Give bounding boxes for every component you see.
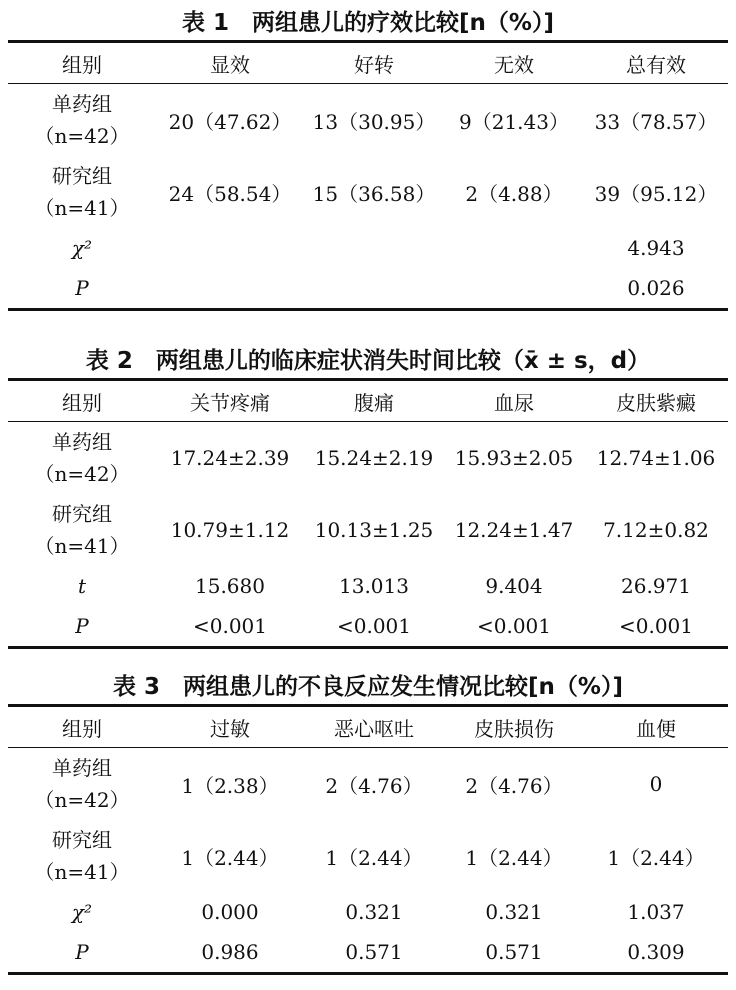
table-cell bbox=[156, 268, 304, 310]
table-row bbox=[8, 84, 728, 157]
table-cell: 0.309 bbox=[627, 940, 685, 964]
column-header: 总有效 bbox=[626, 52, 686, 77]
group-size: （n=41） bbox=[34, 860, 130, 884]
table-cell: 15.93±2.05 bbox=[454, 446, 574, 470]
group-cell bbox=[8, 84, 156, 157]
group-size: （n=42） bbox=[34, 462, 130, 486]
group-size: （n=42） bbox=[34, 124, 130, 148]
table-1 bbox=[8, 6, 728, 311]
table-cell: 0.986 bbox=[201, 940, 259, 964]
table-cell: 1（2.44） bbox=[607, 845, 705, 870]
table-3-grid bbox=[8, 704, 728, 975]
table-cell: 1（2.44） bbox=[325, 845, 423, 870]
table-cell: 0.000 bbox=[201, 900, 259, 924]
table-cell: 10.79±1.12 bbox=[170, 518, 290, 542]
table-cell bbox=[304, 228, 444, 268]
table-header-row bbox=[8, 42, 728, 84]
column-header: 无效 bbox=[494, 52, 534, 77]
table-row bbox=[8, 422, 728, 495]
column-header: 血尿 bbox=[494, 390, 534, 415]
table-cell: 0.321 bbox=[485, 900, 543, 924]
table-1-grid bbox=[8, 40, 728, 311]
column-header: 关节疼痛 bbox=[190, 390, 270, 415]
group-size: （n=41） bbox=[34, 534, 130, 558]
table-cell: 9（21.43） bbox=[459, 109, 569, 134]
table-row bbox=[8, 748, 728, 821]
table-cell: 1（2.44） bbox=[181, 845, 279, 870]
table-cell: 15.24±2.19 bbox=[314, 446, 434, 470]
stat-label: χ² bbox=[71, 900, 93, 924]
table-cell: 2（4.76） bbox=[465, 773, 563, 798]
group-name: 单药组 bbox=[52, 756, 112, 780]
table-cell: 24（58.54） bbox=[168, 181, 292, 206]
table-cell: 1（2.44） bbox=[465, 845, 563, 870]
table-cell: 9.404 bbox=[485, 574, 543, 598]
table-row bbox=[8, 156, 728, 228]
group-name: 单药组 bbox=[52, 430, 112, 454]
table-cell: 0.026 bbox=[627, 276, 685, 300]
table-2-title: 表 2 两组患儿的临床症状消失时间比较（x̄ ± s，d） bbox=[85, 348, 651, 374]
table-cell: 15.680 bbox=[195, 574, 265, 598]
table-cell: 13（30.95） bbox=[312, 109, 436, 134]
table-cell: 20（47.62） bbox=[168, 109, 292, 134]
column-header: 组别 bbox=[62, 52, 102, 77]
table-header-row bbox=[8, 380, 728, 422]
table-row bbox=[8, 820, 728, 892]
table-cell: 17.24±2.39 bbox=[170, 446, 290, 470]
table-cell: 2（4.76） bbox=[325, 773, 423, 798]
group-cell bbox=[8, 156, 156, 228]
table-cell bbox=[444, 268, 584, 310]
table-cell: 1.037 bbox=[627, 900, 685, 924]
group-name: 研究组 bbox=[52, 502, 112, 526]
table-cell: 2（4.88） bbox=[465, 181, 563, 206]
stat-row bbox=[8, 606, 728, 648]
table-cell: <0.001 bbox=[476, 614, 551, 638]
column-header: 恶心呕吐 bbox=[334, 716, 414, 741]
column-header: 皮肤损伤 bbox=[474, 716, 554, 741]
table-cell: 10.13±1.25 bbox=[314, 518, 434, 542]
stat-label: P bbox=[75, 940, 89, 964]
group-cell bbox=[8, 494, 156, 566]
table-cell: 12.74±1.06 bbox=[596, 446, 716, 470]
table-cell: 15（36.58） bbox=[312, 181, 436, 206]
table-3 bbox=[8, 670, 728, 975]
table-cell: 26.971 bbox=[621, 574, 691, 598]
column-header: 组别 bbox=[62, 716, 102, 741]
table-cell: 39（95.12） bbox=[594, 181, 718, 206]
group-name: 研究组 bbox=[52, 828, 112, 852]
group-name: 单药组 bbox=[52, 92, 112, 116]
column-header: 腹痛 bbox=[354, 390, 394, 415]
group-name: 研究组 bbox=[52, 164, 112, 188]
group-cell bbox=[8, 422, 156, 495]
table-2 bbox=[8, 344, 728, 649]
table-1-title: 表 1 两组患儿的疗效比较[n（%）] bbox=[182, 10, 554, 36]
stat-row bbox=[8, 268, 728, 310]
table-cell: 33（78.57） bbox=[594, 109, 718, 134]
table-cell: 0.571 bbox=[345, 940, 403, 964]
stat-label: χ² bbox=[71, 236, 93, 260]
table-3-title: 表 3 两组患儿的不良反应发生情况比较[n（%）] bbox=[113, 674, 623, 700]
stat-row bbox=[8, 228, 728, 268]
group-size: （n=42） bbox=[34, 788, 130, 812]
table-2-grid bbox=[8, 378, 728, 649]
column-header: 过敏 bbox=[210, 716, 250, 741]
stat-row bbox=[8, 566, 728, 606]
table-cell: 0.571 bbox=[485, 940, 543, 964]
table-cell: <0.001 bbox=[192, 614, 267, 638]
table-cell: 1（2.38） bbox=[181, 773, 279, 798]
group-cell bbox=[8, 820, 156, 892]
table-cell: <0.001 bbox=[618, 614, 693, 638]
column-header: 皮肤紫癜 bbox=[616, 390, 696, 415]
column-header: 组别 bbox=[62, 390, 102, 415]
table-cell: 12.24±1.47 bbox=[454, 518, 574, 542]
table-cell: 7.12±0.82 bbox=[603, 518, 709, 542]
table-cell: 0 bbox=[649, 772, 663, 796]
group-cell bbox=[8, 748, 156, 821]
table-cell bbox=[156, 228, 304, 268]
table-cell: 13.013 bbox=[339, 574, 409, 598]
column-header: 显效 bbox=[210, 52, 250, 77]
table-cell bbox=[444, 228, 584, 268]
stat-label: P bbox=[75, 614, 89, 638]
column-header: 血便 bbox=[636, 716, 676, 741]
table-cell: <0.001 bbox=[336, 614, 411, 638]
table-header-row bbox=[8, 706, 728, 748]
table-cell: 4.943 bbox=[627, 236, 685, 260]
stat-label: P bbox=[75, 276, 89, 300]
table-cell: 0.321 bbox=[345, 900, 403, 924]
table-cell bbox=[304, 268, 444, 310]
stat-row bbox=[8, 932, 728, 974]
column-header: 好转 bbox=[354, 52, 394, 77]
stat-label: t bbox=[77, 574, 87, 598]
table-row bbox=[8, 494, 728, 566]
group-size: （n=41） bbox=[34, 196, 130, 220]
stat-row bbox=[8, 892, 728, 932]
